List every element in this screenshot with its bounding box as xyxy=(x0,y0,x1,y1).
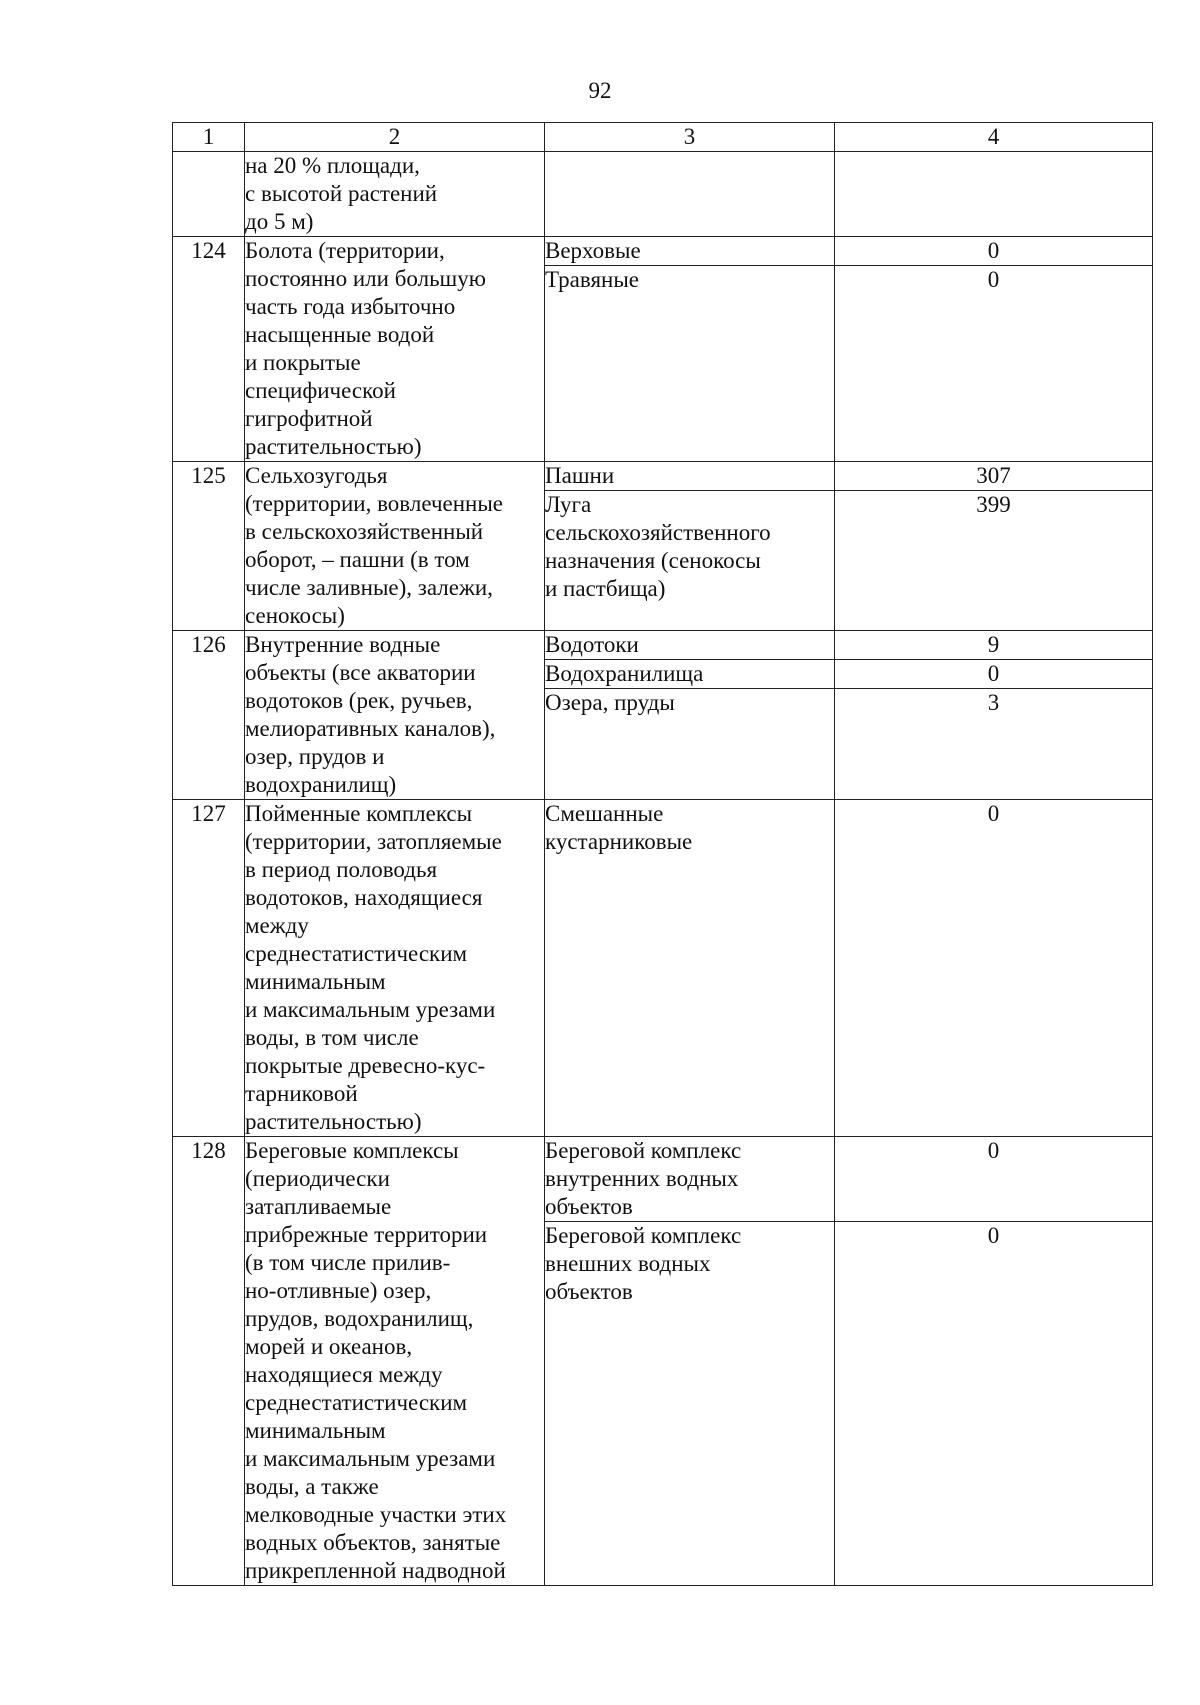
table-row xyxy=(173,631,1153,660)
row-value: 0 xyxy=(835,1137,1153,1222)
row-value: 307 xyxy=(835,462,1153,491)
row-subtype: Луга сельскохозяйственного назначения (сенокосы и пастбища) xyxy=(545,491,835,631)
row-subtype xyxy=(545,152,835,237)
table-row xyxy=(173,152,1153,237)
row-description: Пойменные комплексы (территории, затопляемые в период половодья водотоков, находящиеся между среднестатистическим минимальным и максимальным урезами воды, в том числе покрытые древесно-кус- тарниковой растительностью) xyxy=(245,800,545,1137)
row-value: 0 xyxy=(835,266,1153,462)
row-subtype: Смешанные кустарниковые xyxy=(545,800,835,1137)
row-description: Сельхозугодья (территории, вовлеченные в сельскохозяйственный оборот, – пашни (в том числе заливные), залежи, сенокосы) xyxy=(245,462,545,631)
table-row xyxy=(173,1137,1153,1222)
row-subtype: Озера, пруды xyxy=(545,689,835,800)
row-value xyxy=(835,152,1153,237)
row-number: 125 xyxy=(173,462,245,631)
table-row xyxy=(173,462,1153,491)
table-header-row xyxy=(173,123,1153,152)
row-value: 0 xyxy=(835,800,1153,1137)
row-number: 124 xyxy=(173,237,245,462)
row-subtype: Верховые xyxy=(545,237,835,266)
column-header: 2 xyxy=(245,123,545,152)
row-number xyxy=(173,152,245,237)
row-description: Внутренние водные объекты (все акватории водотоков (рек, ручьев, мелиоративных каналов), озер, прудов и водохранилищ) xyxy=(245,631,545,800)
row-value: 3 xyxy=(835,689,1153,800)
row-value: 0 xyxy=(835,660,1153,689)
row-value: 0 xyxy=(835,237,1153,266)
row-subtype: Водотоки xyxy=(545,631,835,660)
row-value: 0 xyxy=(835,1222,1153,1586)
row-value: 9 xyxy=(835,631,1153,660)
row-value: 399 xyxy=(835,491,1153,631)
row-subtype: Береговой комплекс внутренних водных объектов xyxy=(545,1137,835,1222)
row-subtype: Травяные xyxy=(545,266,835,462)
land-types-table xyxy=(172,122,1153,1586)
page-number: 92 xyxy=(588,78,612,103)
row-subtype: Береговой комплекс внешних водных объектов xyxy=(545,1222,835,1586)
row-number: 127 xyxy=(173,800,245,1137)
row-description: Болота (территории, постоянно или большую часть года избыточно насыщенные водой и покрытые специфической гигрофитной растительностью) xyxy=(245,237,545,462)
column-header: 1 xyxy=(173,123,245,152)
table-row xyxy=(173,237,1153,266)
row-number: 128 xyxy=(173,1137,245,1586)
column-header: 3 xyxy=(545,123,835,152)
table-row xyxy=(173,800,1153,1137)
row-subtype: Пашни xyxy=(545,462,835,491)
row-number: 126 xyxy=(173,631,245,800)
row-description: Береговые комплексы (периодически затапливаемые прибрежные территории (в том числе прилив- но-отливные) озер, прудов, водохранилищ, морей и океанов, находящиеся между среднестатистическим минимальным и максимальным урезами воды, а также мелководные участки этих водных объектов, занятые прикрепленной надводной xyxy=(245,1137,545,1586)
row-description: на 20 % площади, с высотой растений до 5 м) xyxy=(245,152,545,237)
column-header: 4 xyxy=(835,123,1153,152)
row-subtype: Водохранилища xyxy=(545,660,835,689)
